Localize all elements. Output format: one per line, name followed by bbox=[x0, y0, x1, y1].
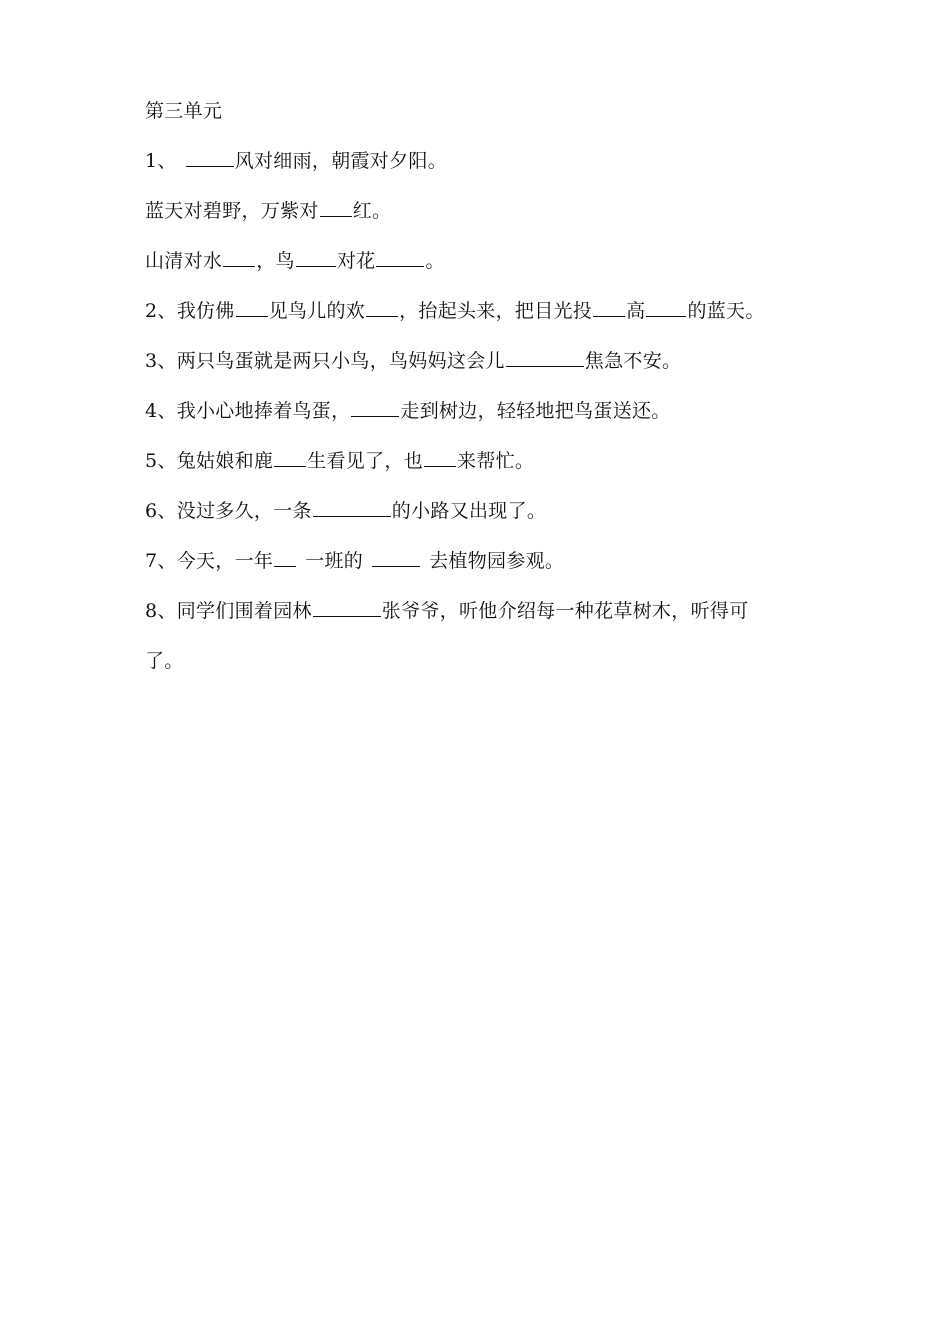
question-text: 6、没过多久，一条 bbox=[145, 500, 312, 522]
question-7 bbox=[145, 536, 865, 586]
question-8-line-2 bbox=[145, 636, 865, 686]
question-text: 2、我仿佛 bbox=[145, 300, 235, 322]
answer-blank[interactable] bbox=[296, 248, 336, 267]
answer-blank[interactable] bbox=[274, 548, 296, 567]
answer-blank[interactable] bbox=[424, 448, 456, 467]
question-5 bbox=[145, 436, 865, 486]
question-text: 走到树边，轻轻地把鸟蛋送还。 bbox=[400, 400, 671, 422]
question-text: 山清对水 bbox=[145, 250, 223, 272]
question-text: 张爷爷，听他介绍每一种花草树木，听得可 bbox=[381, 600, 749, 622]
question-text: 高 bbox=[626, 300, 646, 322]
answer-blank[interactable] bbox=[506, 348, 584, 367]
question-text: 来帮忙。 bbox=[457, 450, 535, 472]
question-number: 1、 bbox=[145, 150, 177, 172]
answer-blank[interactable] bbox=[593, 298, 625, 317]
answer-blank[interactable] bbox=[186, 148, 234, 167]
question-8-line-1 bbox=[145, 586, 865, 636]
question-text: 焦急不安。 bbox=[584, 350, 682, 372]
answer-blank[interactable] bbox=[646, 298, 686, 317]
question-text: 4、我小心地捧着鸟蛋， bbox=[145, 400, 351, 422]
question-text: ，鸟 bbox=[256, 250, 295, 272]
question-1-line-1 bbox=[145, 136, 865, 186]
answer-blank[interactable] bbox=[376, 248, 424, 267]
question-text: 了。 bbox=[145, 650, 184, 672]
question-text: 对花 bbox=[336, 250, 376, 272]
question-6 bbox=[145, 486, 865, 536]
question-text: 7、今天，一年 bbox=[145, 550, 274, 572]
question-4 bbox=[145, 386, 865, 436]
answer-blank[interactable] bbox=[372, 548, 420, 567]
unit-title: 第三单元 bbox=[145, 100, 223, 122]
question-text: 红。 bbox=[352, 200, 392, 222]
worksheet-content bbox=[145, 86, 865, 686]
question-text: 8、同学们围着园林 bbox=[145, 600, 312, 622]
question-text: 见鸟儿的欢 bbox=[268, 300, 366, 322]
question-text: 。 bbox=[425, 250, 445, 272]
answer-blank[interactable] bbox=[313, 598, 381, 617]
answer-blank[interactable] bbox=[313, 498, 391, 517]
question-text: 3、两只鸟蛋就是两只小鸟，鸟妈妈这会儿 bbox=[145, 350, 505, 372]
question-text: 的蓝天。 bbox=[687, 300, 765, 322]
question-1-line-3 bbox=[145, 236, 865, 286]
question-text: 一班的 bbox=[305, 550, 364, 572]
question-3 bbox=[145, 336, 865, 386]
question-text: 的小路又出现了。 bbox=[391, 500, 547, 522]
question-1-line-2 bbox=[145, 186, 865, 236]
answer-blank[interactable] bbox=[274, 448, 306, 467]
question-text: 风对细雨，朝霞对夕阳。 bbox=[234, 150, 448, 172]
question-2 bbox=[145, 286, 865, 336]
answer-blank[interactable] bbox=[236, 298, 268, 317]
question-text: ，抬起头来，把目光投 bbox=[399, 300, 593, 322]
question-text: 蓝天对碧野，万紫对 bbox=[145, 200, 319, 222]
question-text: 去植物园参观。 bbox=[429, 550, 565, 572]
answer-blank[interactable] bbox=[320, 198, 352, 217]
answer-blank[interactable] bbox=[366, 298, 398, 317]
answer-blank[interactable] bbox=[351, 398, 399, 417]
answer-blank[interactable] bbox=[223, 248, 255, 267]
question-text: 5、兔姑娘和鹿 bbox=[145, 450, 274, 472]
question-text: 生看见了，也 bbox=[307, 450, 424, 472]
